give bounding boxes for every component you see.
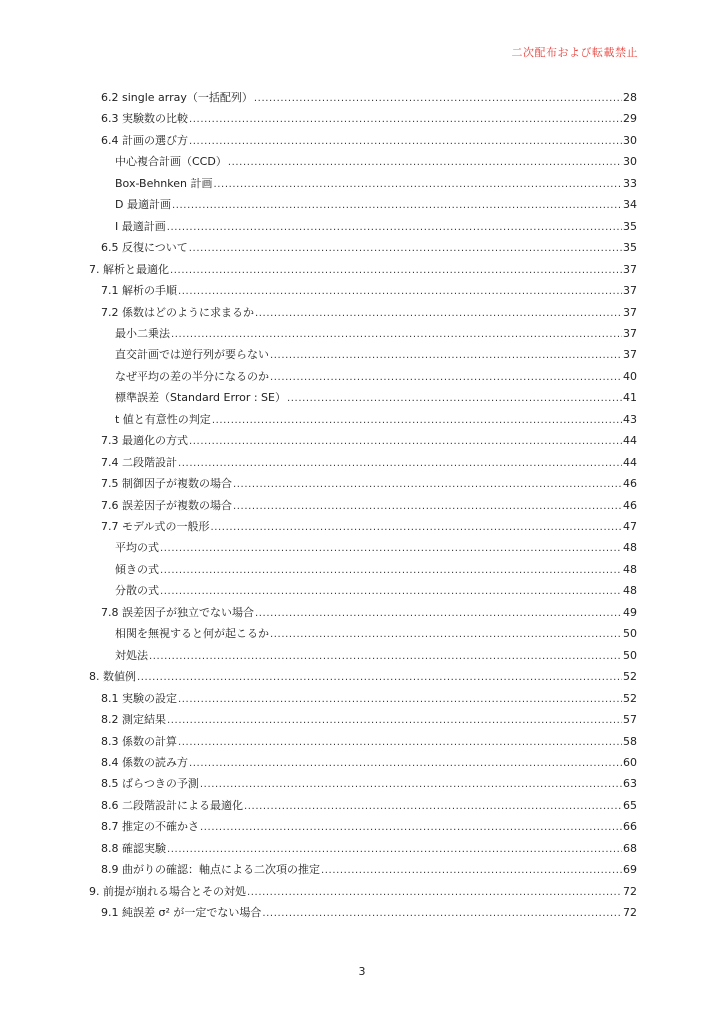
toc-entry-title: 対処法 bbox=[115, 648, 148, 662]
toc-entry-page-number: 37 bbox=[623, 262, 637, 276]
toc-row bbox=[101, 87, 637, 109]
toc-entry-page-number: 52 bbox=[623, 691, 637, 705]
toc-entry[interactable] bbox=[0, 495, 724, 516]
toc-entry-page-number: 49 bbox=[623, 605, 637, 619]
toc-row bbox=[101, 902, 637, 924]
toc-entry[interactable] bbox=[0, 688, 724, 709]
toc-entry[interactable] bbox=[0, 881, 724, 902]
toc-row bbox=[101, 473, 637, 495]
dot-leader bbox=[233, 496, 622, 517]
dot-leader bbox=[270, 367, 622, 388]
toc-entry-page-number: 28 bbox=[623, 91, 637, 104]
toc-entry-page-number: 29 bbox=[623, 112, 637, 126]
toc-entry[interactable] bbox=[0, 773, 724, 794]
dot-leader bbox=[171, 324, 622, 345]
toc-entry-title: 9. 前提が崩れる場合とその対処 bbox=[89, 884, 246, 898]
toc-entry[interactable] bbox=[0, 323, 724, 344]
toc-row bbox=[115, 645, 637, 667]
dot-leader bbox=[189, 431, 622, 452]
toc-entry-page-number: 65 bbox=[623, 798, 637, 812]
toc-entry[interactable] bbox=[0, 216, 724, 237]
toc-row bbox=[115, 366, 637, 388]
toc-entry-title: 8.5 ばらつきの予測 bbox=[101, 777, 199, 791]
toc-entry-title: 傾きの式 bbox=[115, 562, 159, 576]
toc-entry[interactable] bbox=[0, 623, 724, 644]
page-number: 3 bbox=[358, 965, 366, 978]
toc-entry[interactable] bbox=[0, 559, 724, 580]
toc-entry-title: t 値と有意性の判定 bbox=[115, 412, 211, 426]
toc-entry-title: 7.5 制御因子が複数の場合 bbox=[101, 477, 232, 491]
dot-leader bbox=[210, 517, 622, 538]
toc-entry-title: 8.8 確認実験 bbox=[101, 841, 166, 855]
toc-entry-title: 8.6 二段階設計による最適化 bbox=[101, 798, 243, 812]
toc-row bbox=[101, 237, 637, 259]
toc-entry[interactable] bbox=[0, 87, 724, 108]
toc-entry-title: 最小二乗法 bbox=[115, 326, 170, 340]
toc-entry-page-number: 52 bbox=[623, 670, 637, 684]
toc-row bbox=[101, 302, 637, 324]
toc-row bbox=[101, 773, 637, 795]
toc-entry-page-number: 66 bbox=[623, 820, 637, 834]
dot-leader bbox=[172, 195, 622, 216]
toc-row bbox=[89, 259, 637, 281]
toc-row bbox=[115, 216, 637, 238]
toc-entry[interactable] bbox=[0, 537, 724, 558]
toc-entry-title: 6.3 実験数の比較 bbox=[101, 112, 188, 126]
toc-entry-title: 7.1 解析の手順 bbox=[101, 284, 177, 298]
toc-entry-page-number: 37 bbox=[623, 326, 637, 340]
dot-leader bbox=[189, 753, 622, 774]
toc-row bbox=[101, 795, 637, 817]
dot-leader bbox=[262, 903, 622, 924]
toc-row bbox=[115, 623, 637, 645]
toc-row bbox=[101, 495, 637, 517]
toc-entry-title: 平均の式 bbox=[115, 541, 159, 555]
toc-entry-title: 7. 解析と最適化 bbox=[89, 262, 169, 276]
toc-row bbox=[115, 323, 637, 345]
dot-leader bbox=[255, 303, 622, 324]
toc-entry[interactable] bbox=[0, 580, 724, 601]
toc-entry-title: 分散の式 bbox=[115, 584, 159, 598]
toc-entry[interactable] bbox=[0, 151, 724, 172]
toc-entry[interactable] bbox=[0, 666, 724, 687]
toc-entry[interactable] bbox=[0, 473, 724, 494]
toc-entry[interactable] bbox=[0, 752, 724, 773]
distribution-notice: 二次配布および転載禁止 bbox=[511, 46, 638, 59]
dot-leader bbox=[247, 882, 622, 903]
dot-leader bbox=[228, 152, 622, 173]
toc-entry-title: 標準誤差（Standard Error : SE） bbox=[115, 391, 286, 405]
toc-entry[interactable] bbox=[0, 409, 724, 430]
toc-entry-title: 8.4 係数の読み方 bbox=[101, 755, 188, 769]
toc-entry-page-number: 69 bbox=[623, 863, 637, 877]
toc-entry-page-number: 48 bbox=[623, 562, 637, 576]
toc-entry[interactable] bbox=[0, 280, 724, 301]
toc-row bbox=[89, 666, 637, 688]
toc-entry[interactable] bbox=[0, 344, 724, 365]
toc-row bbox=[101, 752, 637, 774]
toc-entry-title: なぜ平均の差の半分になるのか bbox=[115, 369, 269, 383]
toc-row bbox=[115, 537, 637, 559]
toc-entry-title: 6.5 反復について bbox=[101, 241, 188, 255]
toc-entry-page-number: 48 bbox=[623, 584, 637, 598]
toc-entry-title: 直交計画では逆行列が要らない bbox=[115, 348, 269, 362]
toc-entry[interactable] bbox=[0, 838, 724, 859]
toc-entry[interactable] bbox=[0, 645, 724, 666]
toc-entry-title: 9.1 純誤差 σ² が一定でない場合 bbox=[101, 906, 262, 920]
toc-entry-page-number: 37 bbox=[623, 305, 637, 319]
toc-entry-page-number: 68 bbox=[623, 841, 637, 855]
toc-row bbox=[101, 816, 637, 838]
toc-entry-page-number: 44 bbox=[623, 434, 637, 448]
toc-entry-title: 6.2 single array（一括配列） bbox=[101, 91, 253, 104]
toc-entry[interactable] bbox=[0, 194, 724, 215]
toc-row bbox=[101, 130, 637, 152]
toc-entry[interactable] bbox=[0, 130, 724, 151]
toc-entry-page-number: 34 bbox=[623, 198, 637, 212]
dot-leader bbox=[200, 774, 622, 795]
dot-leader bbox=[189, 238, 622, 259]
toc-entry-title: 相関を無視すると何が起こるか bbox=[115, 627, 269, 641]
toc-row bbox=[115, 151, 637, 173]
dot-leader bbox=[149, 646, 622, 667]
toc-entry[interactable] bbox=[0, 430, 724, 451]
toc-entry-title: 8. 数値例 bbox=[89, 670, 136, 684]
toc-row bbox=[101, 838, 637, 860]
toc-entry-page-number: 57 bbox=[623, 713, 637, 727]
toc-entry-title: 8.1 実験の設定 bbox=[101, 691, 177, 705]
toc-row bbox=[115, 344, 637, 366]
dot-leader bbox=[321, 860, 622, 881]
toc-entry-page-number: 40 bbox=[623, 369, 637, 383]
toc-row bbox=[101, 602, 637, 624]
dot-leader bbox=[160, 581, 622, 602]
toc-row bbox=[101, 688, 637, 710]
toc-entry-title: 7.6 誤差因子が複数の場合 bbox=[101, 498, 232, 512]
dot-leader bbox=[233, 474, 622, 495]
dot-leader bbox=[189, 109, 622, 130]
toc-entry-page-number: 37 bbox=[623, 284, 637, 298]
toc-entry[interactable] bbox=[0, 602, 724, 623]
dot-leader bbox=[137, 667, 622, 688]
toc-entry[interactable] bbox=[0, 237, 724, 258]
toc-entry[interactable] bbox=[0, 173, 724, 194]
toc-entry[interactable] bbox=[0, 259, 724, 280]
dot-leader bbox=[200, 817, 622, 838]
toc-entry-title: 7.3 最適化の方式 bbox=[101, 434, 188, 448]
dot-leader bbox=[214, 174, 623, 195]
toc-entry[interactable] bbox=[0, 366, 724, 387]
toc-row bbox=[101, 280, 637, 302]
toc-entry-title: 中心複合計画（CCD） bbox=[115, 155, 227, 169]
toc-entry-page-number: 37 bbox=[623, 348, 637, 362]
toc-entry-page-number: 63 bbox=[623, 777, 637, 791]
toc-row bbox=[115, 580, 637, 602]
toc-entry-page-number: 72 bbox=[623, 906, 637, 920]
toc-row bbox=[115, 387, 637, 409]
toc-entry-title: Box-Behnken 計画 bbox=[115, 176, 213, 190]
toc-entry-title: 8.9 曲がりの確認：軸点による二次項の推定 bbox=[101, 863, 320, 877]
toc-entry[interactable] bbox=[0, 452, 724, 473]
dot-leader bbox=[167, 217, 622, 238]
toc-entry[interactable] bbox=[0, 516, 724, 537]
toc-row bbox=[101, 430, 637, 452]
toc-row bbox=[101, 859, 637, 881]
dot-leader bbox=[212, 410, 622, 431]
toc-entry-page-number: 44 bbox=[623, 455, 637, 469]
toc-entry-page-number: 30 bbox=[623, 155, 637, 169]
dot-leader bbox=[167, 710, 622, 731]
toc-entry[interactable] bbox=[0, 108, 724, 129]
toc-row bbox=[115, 173, 637, 195]
toc-entry-page-number: 33 bbox=[623, 176, 637, 190]
toc-row bbox=[101, 452, 637, 474]
dot-leader bbox=[287, 388, 622, 409]
toc-entry-page-number: 43 bbox=[623, 412, 637, 426]
toc-entry-page-number: 60 bbox=[623, 755, 637, 769]
toc-row bbox=[101, 731, 637, 753]
toc-entry-page-number: 58 bbox=[623, 734, 637, 748]
dot-leader bbox=[160, 538, 622, 559]
toc-entry-title: 7.8 誤差因子が独立でない場合 bbox=[101, 605, 254, 619]
toc-entry-page-number: 72 bbox=[623, 884, 637, 898]
toc-entry-page-number: 50 bbox=[623, 627, 637, 641]
toc-entry[interactable] bbox=[0, 302, 724, 323]
toc-entry[interactable] bbox=[0, 816, 724, 837]
toc-entry[interactable] bbox=[0, 387, 724, 408]
dot-leader bbox=[270, 624, 622, 645]
toc-entry-page-number: 48 bbox=[623, 541, 637, 555]
toc-row bbox=[89, 881, 637, 903]
dot-leader bbox=[244, 796, 622, 817]
toc-entry-page-number: 46 bbox=[623, 477, 637, 491]
dot-leader bbox=[254, 88, 622, 109]
dot-leader bbox=[270, 345, 622, 366]
toc-row bbox=[101, 709, 637, 731]
toc-entry-page-number: 30 bbox=[623, 133, 637, 147]
toc-entry-page-number: 35 bbox=[623, 241, 637, 255]
dot-leader bbox=[170, 260, 622, 281]
toc-entry-title: 6.4 計画の選び方 bbox=[101, 133, 188, 147]
dot-leader bbox=[167, 839, 622, 860]
toc-entry-page-number: 46 bbox=[623, 498, 637, 512]
dot-leader bbox=[178, 732, 622, 753]
toc-row bbox=[101, 108, 637, 130]
toc-entry-title: 8.3 係数の計算 bbox=[101, 734, 177, 748]
toc-row bbox=[115, 409, 637, 431]
toc-entry[interactable] bbox=[0, 709, 724, 730]
dot-leader bbox=[178, 453, 622, 474]
dot-leader bbox=[255, 603, 622, 624]
toc-entry-title: 8.7 推定の不確かさ bbox=[101, 820, 199, 834]
toc-entry[interactable] bbox=[0, 731, 724, 752]
toc-entry-title: D 最適計画 bbox=[115, 198, 171, 212]
toc-entry-title: 7.7 モデル式の一般形 bbox=[101, 520, 210, 533]
dot-leader bbox=[189, 131, 622, 152]
toc-entry-page-number: 35 bbox=[623, 219, 637, 233]
toc-entry-page-number: 41 bbox=[623, 391, 637, 405]
toc-row bbox=[115, 194, 637, 216]
toc-entry[interactable] bbox=[0, 859, 724, 880]
toc-entry-page-number: 47 bbox=[623, 520, 637, 533]
toc-entry-title: 8.2 測定結果 bbox=[101, 713, 166, 727]
toc-entry[interactable] bbox=[0, 795, 724, 816]
dot-leader bbox=[178, 689, 622, 710]
toc-entry-page-number: 50 bbox=[623, 648, 637, 662]
toc-entry-title: 7.4 二段階設計 bbox=[101, 455, 177, 469]
toc-row bbox=[115, 559, 637, 581]
toc-entry-title: 7.2 係数はどのように求まるか bbox=[101, 305, 254, 319]
dot-leader bbox=[178, 281, 622, 302]
toc-entry[interactable] bbox=[0, 902, 724, 923]
toc-entry-title: I 最適計画 bbox=[115, 219, 166, 233]
dot-leader bbox=[160, 560, 622, 581]
toc-row bbox=[101, 516, 637, 538]
